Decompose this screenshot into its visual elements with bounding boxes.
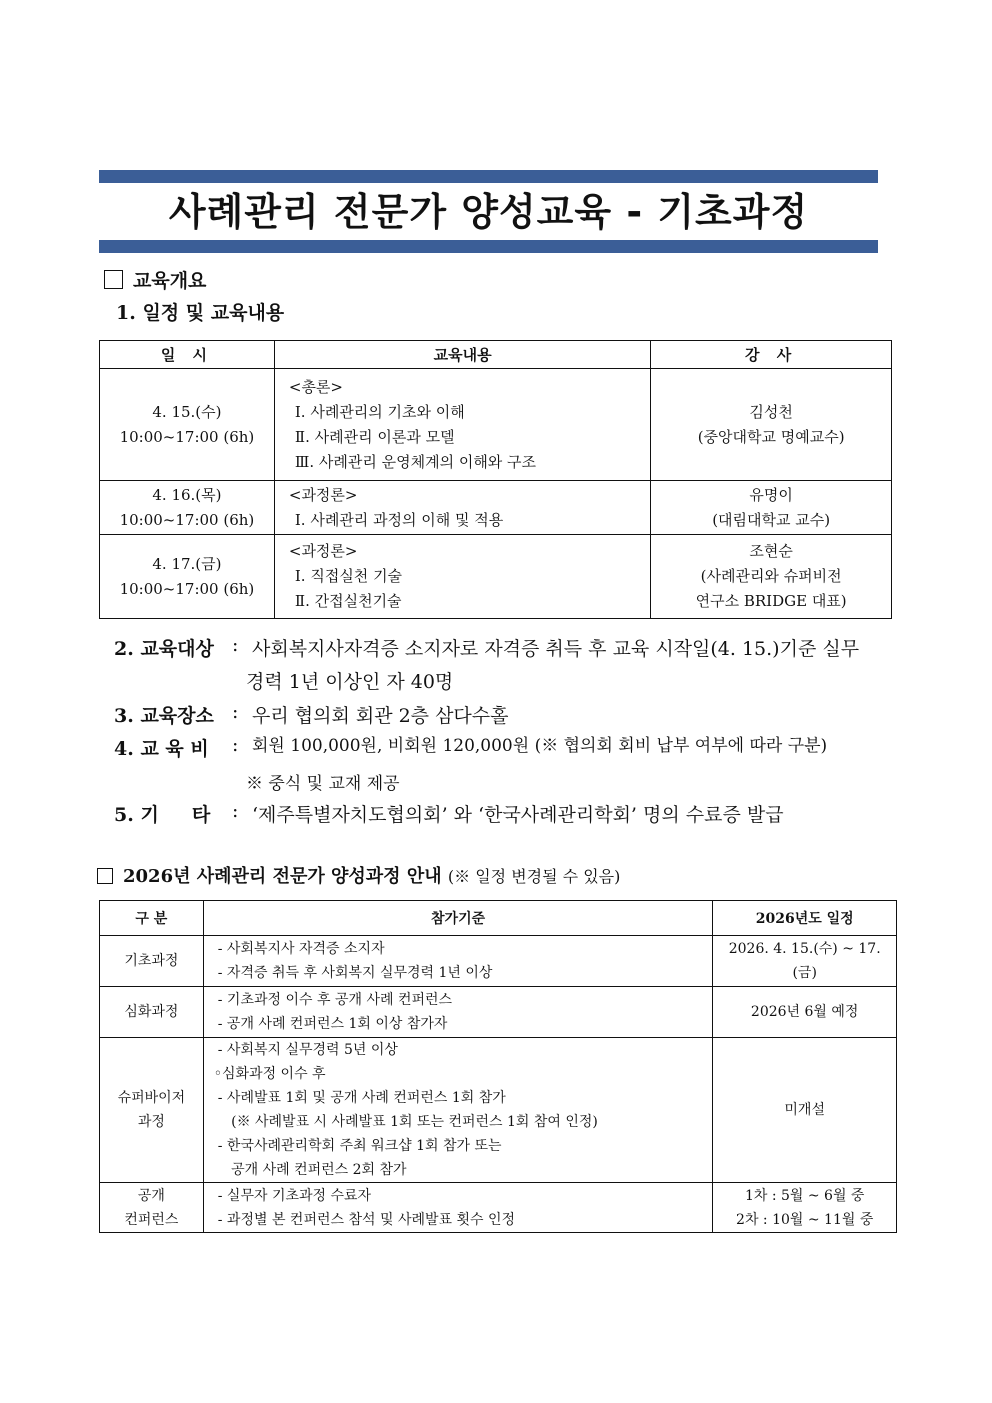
category-label: 기초과정	[124, 953, 179, 969]
info-value-cont: 경력 1년 이상인 자 40명	[246, 671, 454, 693]
course-guide-table	[99, 900, 897, 1233]
info-fee	[114, 734, 827, 794]
header-category: 구 분	[100, 901, 204, 936]
checkbox-square-icon	[104, 270, 123, 289]
content-line: Ⅰ. 사례관리의 기초와 이해	[294, 402, 465, 421]
checkbox-square-icon	[97, 868, 113, 884]
row-content-cell	[274, 369, 650, 481]
content-line: Ⅱ. 간접실천기술	[294, 592, 402, 610]
info-key: 5. 기 타	[114, 804, 211, 826]
criteria-line: - 자격증 취득 후 사회복지 실무경력 1년 이상	[217, 965, 493, 981]
content-line: Ⅰ. 사례관리 과정의 이해 및 적용	[294, 510, 504, 529]
row-lecturer-cell	[651, 535, 892, 619]
category-cell	[100, 1038, 204, 1183]
row-date: 4. 17.(금)	[152, 554, 222, 573]
category-label: 컨퍼런스	[124, 1211, 179, 1228]
lecturer-affiliation: 연구소 BRIDGE 대표)	[695, 592, 847, 610]
info-value: 사회복지사자격증 소지자로 자격증 취득 후 교육 시작일(4. 15.)기준 실무	[252, 638, 860, 660]
row-date: 4. 15.(수)	[152, 402, 222, 421]
row-date-cell	[100, 535, 275, 619]
content-line: Ⅰ. 직접실천 기술	[294, 567, 403, 585]
schedule-table	[99, 340, 892, 619]
criteria-line: ◦심화과정 이수 후	[213, 1066, 326, 1082]
criteria-cell	[203, 987, 713, 1038]
table-row	[100, 936, 897, 987]
category-label: 과정	[137, 1114, 165, 1130]
schedule-cell	[713, 1038, 897, 1183]
row-date-cell	[100, 369, 275, 481]
category-cell	[100, 936, 204, 987]
section2-heading	[97, 862, 620, 888]
schedule-value: 2026년 6월 예정	[750, 1004, 859, 1020]
row-content-cell	[274, 535, 650, 619]
info-target	[114, 634, 859, 694]
schedule-value: 2차 : 10월 ~ 11월 중	[736, 1211, 874, 1228]
section1-heading-text: 교육개요	[133, 270, 207, 292]
page-title: 사례관리 전문가 양성교육 - 기초과정	[168, 190, 809, 234]
criteria-line: - 사례발표 1회 및 공개 사례 컨퍼런스 1회 참가	[217, 1090, 506, 1106]
row-time: 10:00~17:00 (6h)	[119, 510, 255, 529]
content-line: <총론>	[288, 377, 343, 396]
info-value: 회원 100,000원, 비회원 120,000원 (※ 협의회 회비 납부 여부에 따라 구분)	[252, 736, 828, 756]
schedule-subheading: 1. 일정 및 교육내용	[116, 302, 285, 324]
info-value: ‘제주특별자치도협의회’ 와 ‘한국사례관리학회’ 명의 수료증 발급	[252, 804, 784, 826]
category-label: 슈퍼바이저	[117, 1090, 186, 1106]
schedule-cell	[713, 936, 897, 987]
criteria-line: - 공개 사례 컨퍼런스 1회 이상 참가자	[217, 1016, 448, 1032]
info-sep: :	[232, 734, 239, 756]
criteria-line: (※ 사례발표 시 사례발표 1회 또는 컨퍼런스 1회 참여 인정)	[217, 1114, 598, 1130]
info-key: 4. 교 육 비	[114, 738, 209, 760]
criteria-cell	[203, 1038, 713, 1183]
info-key: 3. 교육장소	[114, 705, 214, 727]
row-time: 10:00~17:00 (6h)	[119, 427, 255, 446]
header-date: 일 시	[100, 341, 275, 369]
lecturer-affiliation: (사례관리와 슈퍼비전	[700, 567, 842, 585]
row-date-cell	[100, 481, 275, 535]
header-schedule: 2026년도 일정	[713, 901, 897, 936]
table-header-row	[100, 341, 892, 369]
lecturer-affiliation: (중앙대학교 명예교수)	[697, 427, 845, 446]
category-label: 공개	[137, 1187, 165, 1204]
schedule-value: 1차 : 5월 ~ 6월 중	[744, 1187, 865, 1204]
lecturer-name: 조현순	[749, 542, 793, 560]
table-header-row	[100, 901, 897, 936]
schedule-value: 2026. 4. 15.(수) ~ 17.(금)	[728, 941, 881, 981]
schedule-cell	[713, 1183, 897, 1233]
table-row	[100, 369, 892, 481]
row-time: 10:00~17:00 (6h)	[119, 579, 255, 598]
schedule-cell	[713, 987, 897, 1038]
criteria-cell	[203, 1183, 713, 1233]
row-lecturer-cell	[651, 481, 892, 535]
title-bottom-bar	[99, 240, 878, 253]
content-line: Ⅱ. 사례관리 이론과 모델	[294, 427, 455, 446]
table-row	[100, 535, 892, 619]
info-sep: :	[232, 701, 239, 723]
section1-heading	[104, 266, 206, 293]
criteria-line: - 사회복지사 자격증 소지자	[217, 941, 385, 957]
criteria-line: - 기초과정 이수 후 공개 사례 컨퍼런스	[217, 992, 453, 1008]
table-row	[100, 1038, 897, 1183]
lecturer-affiliation: (대림대학교 교수)	[712, 510, 831, 529]
content-line: <과정론>	[288, 485, 358, 504]
section2-heading-text: 2026년 사례관리 전문가 양성과정 안내	[123, 866, 442, 887]
info-etc	[114, 800, 784, 827]
lecturer-name: 김성천	[749, 402, 793, 421]
schedule-change-note: (※ 일정 변경될 수 있음)	[447, 867, 621, 886]
header-content: 교육내용	[274, 341, 650, 369]
table-row	[100, 987, 897, 1038]
criteria-line: - 사회복지 실무경력 5년 이상	[217, 1042, 398, 1058]
table-row	[100, 1183, 897, 1233]
row-content-cell	[274, 481, 650, 535]
title-top-bar	[99, 170, 878, 183]
row-lecturer-cell	[651, 369, 892, 481]
row-date: 4. 16.(목)	[152, 485, 222, 504]
content-line: Ⅲ. 사례관리 운영체계의 이해와 구조	[294, 452, 537, 471]
info-value: 우리 협의회 회관 2층 삼다수홀	[252, 705, 509, 727]
info-sep: :	[232, 800, 239, 822]
header-lecturer: 강 사	[651, 341, 892, 369]
info-place	[114, 701, 509, 728]
lecturer-name: 유명이	[749, 485, 793, 504]
content-line: <과정론>	[288, 542, 358, 560]
header-criteria: 참가기준	[203, 901, 713, 936]
schedule-value: 미개설	[784, 1102, 825, 1118]
criteria-cell	[203, 936, 713, 987]
table-row	[100, 481, 892, 535]
info-value-cont: ※ 중식 및 교재 제공	[246, 774, 400, 794]
category-cell	[100, 987, 204, 1038]
category-cell	[100, 1183, 204, 1233]
info-sep: :	[232, 634, 239, 656]
category-label: 심화과정	[124, 1004, 179, 1020]
criteria-line: 공개 사례 컨퍼런스 2회 참가	[217, 1162, 407, 1178]
info-key: 2. 교육대상	[114, 638, 214, 660]
criteria-line: - 과정별 본 컨퍼런스 참석 및 사례발표 횟수 인정	[217, 1211, 516, 1228]
criteria-line: - 한국사례관리학회 주최 워크샵 1회 참가 또는	[217, 1138, 502, 1154]
criteria-line: - 실무자 기초과정 수료자	[217, 1187, 372, 1204]
